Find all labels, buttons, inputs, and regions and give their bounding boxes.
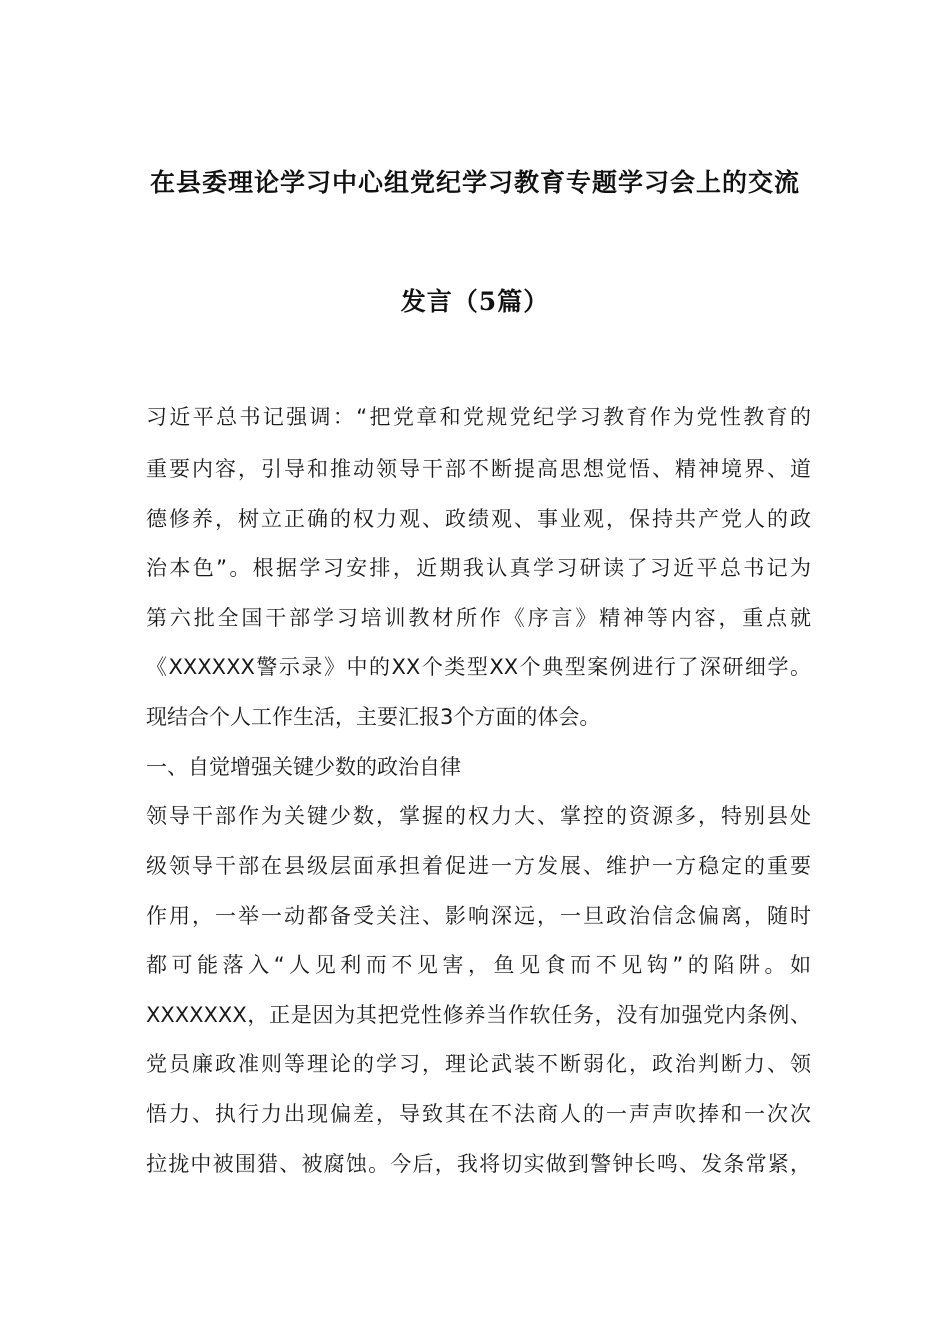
paragraph-line: 作用，一举一动都备受关注、影响深远，一旦政治信念偏离，随时 [146, 904, 811, 928]
paragraph-line: 党员廉政准则等理论的学习，理论武装不断弱化，政治判断力、领 [146, 1052, 811, 1076]
paragraph-line: 习近平总书记强调：“把党章和党规党纪学习教育作为党性教育的 [146, 405, 811, 429]
paragraph-line: 悟力、执行力出现偏差，导致其在不法商人的一声声吹捧和一次次 [146, 1102, 811, 1126]
document-title-line-1: 在县委理论学习中心组党纪学习教育专题学习会上的交流 [149, 168, 800, 197]
paragraph-line: 级领导干部在县级层面承担着促进一方发展、维护一方稳定的重要 [146, 854, 811, 878]
paragraph-line: 《XXXXXX警示录》中的XX个类型XX个典型案例进行了深研细学。 [146, 655, 811, 679]
paragraph-line: 重要内容，引导和推动领导干部不断提高思想觉悟、精神境界、道 [146, 457, 811, 481]
section-heading: 一、自觉增强关键少数的政治自律 [146, 755, 461, 779]
paragraph-line: 德修养，树立正确的权力观、政绩观、事业观，保持共产党人的政 [146, 507, 811, 531]
paragraph-line: 拉拢中被围猎、被腐蚀。今后，我将切实做到警钟长鸣、发条常紧， [146, 1152, 811, 1176]
document-title-line-2: 发言（5篇） [400, 287, 550, 316]
paragraph-line: 第六批全国干部学习培训教材所作《序言》精神等内容，重点就 [146, 606, 811, 630]
paragraph-line: 都可能落入“人见利而不见害，鱼见食而不见钩”的陷阱。如 [146, 953, 811, 977]
paragraph-line: 现结合个人工作生活，主要汇报3个方面的体会。 [146, 705, 601, 729]
paragraph-line: 领导干部作为关键少数，掌握的权力大、掌控的资源多，特别县处 [146, 804, 811, 828]
paragraph-line: XXXXXXX，正是因为其把党性修养当作软任务，没有加强党内条例、 [146, 1003, 811, 1027]
paragraph-line: 治本色”。根据学习安排，近期我认真学习研读了习近平总书记为 [146, 556, 811, 580]
